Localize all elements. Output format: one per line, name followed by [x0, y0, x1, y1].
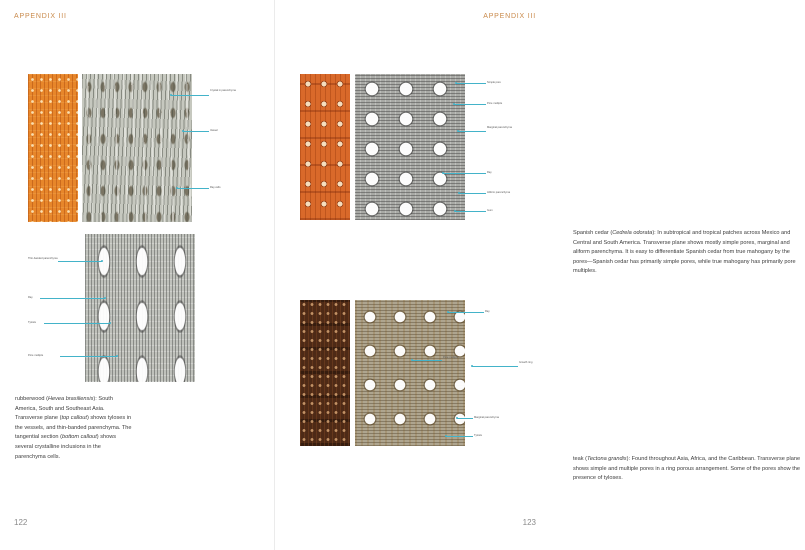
right-page: [275, 0, 801, 550]
label-pore-multiple: Pore multiple: [443, 356, 459, 359]
label-ray: Ray: [485, 310, 490, 313]
label-ray: Ray: [487, 171, 492, 174]
right-page-number: 123: [522, 518, 536, 527]
label-aliform-parenchyma: Aliform parenchyma: [487, 191, 511, 194]
label-marginal-parenchyma: Marginal parenchyma: [487, 126, 512, 129]
label-growth-ring: Growth ring: [519, 361, 533, 364]
label-pore-multiple: Pore multiple: [28, 354, 44, 357]
label-simple-pore: Simple pore: [487, 81, 501, 84]
label-thin-banded-parenchyma: Thin-banded parenchyma: [28, 257, 58, 260]
label-vessel: Vessel: [210, 129, 218, 132]
label-ray-cells: Ray cells: [210, 186, 221, 189]
label-tylosis: Tylosis: [28, 321, 36, 324]
left-page-header: APPENDIX III: [14, 13, 67, 20]
spanish-cedar-macro-image: [300, 74, 350, 220]
label-crystal-in-parenchyma: Crystal in parenchyma: [210, 89, 236, 92]
label-ray: Ray: [28, 296, 33, 299]
spanish-cedar-caption: Spanish cedar (Cedrela odorata): In subtropical and tropical patches across Mexico and Central and South America. Transverse plane shows mostly simple pores, marginal and aliform parenchyma. It is easy to differentiate Spanish cedar from true mahogany by the pores—Spanish cedar has primarily simple pores, while true mahogany has primarily pore multiples.: [573, 230, 796, 275]
left-page-number: 122: [14, 518, 28, 527]
teak-macro-image: [300, 300, 350, 446]
rubberwood-macro-image: [28, 74, 78, 222]
rubberwood-tangential-micrograph: [82, 74, 192, 222]
left-page: [0, 0, 275, 550]
spanish-cedar-micrograph: [355, 74, 465, 220]
label-marginal-parenchyma: Marginal parenchyma: [474, 416, 499, 419]
right-page-header: APPENDIX III: [483, 13, 536, 20]
rubberwood-caption: rubberwood (Hevea brasiliensis): South America, South and Southeast Asia. Transverse plane (top callout) shows tyloses in the vessels, and thin-banded parenchyma. The tangential section (bottom callout) shows several crystalline inclusions in the parenchyma cells.: [15, 396, 132, 460]
rubberwood-transverse-micrograph: [85, 234, 195, 382]
label-gum: Gum: [487, 209, 493, 212]
teak-caption: teak (Tectona grandis): Found throughout Asia, Africa, and the Caribbean. Transverse plane shows simple and multiple pores in a ring porous arrangement. Some of the pores show the presence of tyloses.: [573, 456, 801, 482]
teak-micrograph: [355, 300, 465, 446]
label-pore-multiple: Pore multiple: [487, 102, 503, 105]
label-tylosis: Tylosis: [474, 434, 482, 437]
